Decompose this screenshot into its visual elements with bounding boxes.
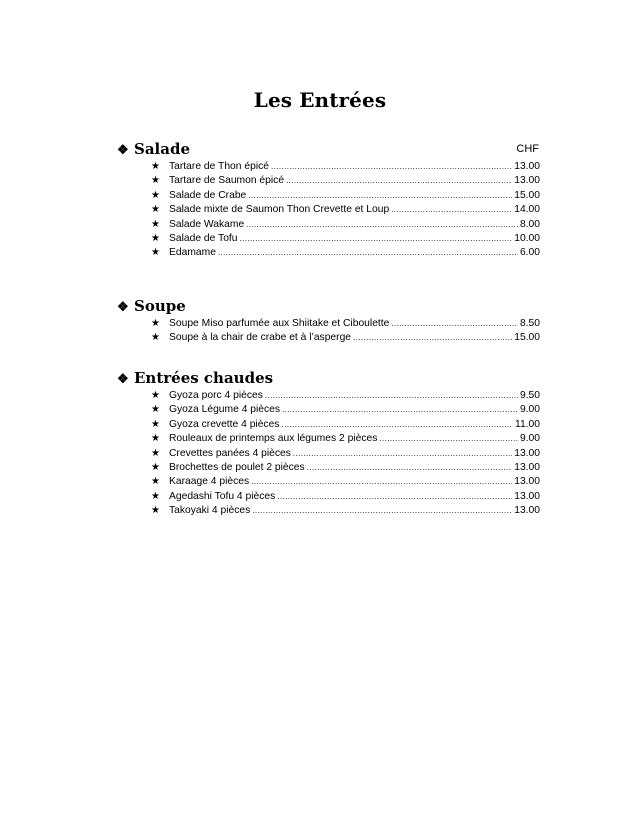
item-price: 13.00 — [514, 505, 540, 517]
dot-leader — [252, 504, 512, 518]
dot-leader — [282, 403, 518, 417]
menu-item — [117, 403, 540, 417]
item-price: 11.00 — [514, 418, 540, 430]
dot-leader — [218, 246, 518, 260]
item-price: 13.00 — [514, 490, 540, 502]
star-bullet-icon: ★ — [151, 461, 160, 473]
star-bullet-icon: ★ — [151, 175, 160, 187]
dot-leader — [240, 232, 513, 246]
star-bullet-icon: ★ — [151, 247, 160, 259]
star-bullet-icon: ★ — [151, 318, 160, 329]
diamond-bullet-icon: ❖ — [117, 300, 129, 315]
section-header — [117, 140, 540, 160]
item-name: Takoyaki 4 pièces — [169, 505, 251, 517]
star-bullet-icon: ★ — [151, 505, 160, 517]
item-name: Soupe à la chair de crabe et à l’asperge — [169, 332, 352, 344]
menu-item — [117, 461, 540, 475]
item-list — [117, 317, 540, 346]
dot-leader — [281, 418, 513, 432]
page-title: Les Entrées — [253, 88, 387, 112]
section-title-text: Soupe — [134, 297, 186, 315]
star-bullet-icon: ★ — [151, 433, 160, 445]
item-price: 15.00 — [514, 332, 540, 344]
section-title-text: Entrées chaudes — [134, 369, 274, 387]
star-bullet-icon: ★ — [151, 218, 160, 230]
item-name: Karaage 4 pièces — [169, 476, 250, 488]
section-salade — [117, 140, 540, 261]
item-name: Salade Wakame — [169, 218, 245, 230]
dot-leader — [286, 174, 512, 188]
dot-leader — [251, 475, 512, 489]
item-price: 9.00 — [519, 433, 540, 445]
item-name: Salade de Tofu — [169, 232, 238, 244]
section-title — [117, 140, 190, 158]
item-price: 13.00 — [514, 461, 540, 473]
dot-leader — [246, 218, 518, 232]
item-name: Crevettes panées 4 pièces — [169, 447, 291, 459]
diamond-bullet-icon: ❖ — [117, 143, 129, 158]
section-title — [117, 369, 273, 387]
item-price: 13.00 — [514, 476, 540, 488]
star-bullet-icon: ★ — [151, 204, 160, 216]
diamond-bullet-icon: ❖ — [117, 372, 129, 387]
dot-leader — [271, 160, 512, 174]
dot-leader — [277, 490, 512, 504]
item-name: Gyoza porc 4 pièces — [169, 390, 263, 401]
section-title — [117, 297, 186, 315]
item-name: Gyoza crevette 4 pièces — [169, 418, 280, 430]
item-name: Edamame — [169, 247, 216, 259]
menu-item — [117, 218, 540, 232]
item-list — [117, 160, 540, 261]
item-price: 8.00 — [519, 218, 540, 230]
item-price: 15.00 — [514, 189, 540, 201]
menu-item — [117, 160, 540, 174]
star-bullet-icon: ★ — [151, 490, 160, 502]
menu-item — [117, 232, 540, 246]
section-entrees-chaudes — [117, 369, 540, 519]
section-soupe — [117, 297, 540, 346]
currency-label: CHF — [516, 143, 539, 155]
star-bullet-icon: ★ — [151, 332, 160, 344]
item-price: 13.00 — [514, 447, 540, 459]
item-name: Salade mixte de Saumon Thon Crevette et Loup — [169, 204, 390, 216]
item-price: 9.50 — [519, 390, 540, 401]
section-header — [117, 297, 540, 317]
star-bullet-icon: ★ — [151, 161, 160, 172]
item-name: Brochettes de poulet 2 pièces — [169, 461, 305, 473]
star-bullet-icon: ★ — [151, 418, 160, 430]
dot-leader — [353, 331, 512, 345]
star-bullet-icon: ★ — [151, 447, 160, 459]
dot-leader — [391, 203, 512, 217]
menu-item — [117, 389, 540, 403]
dot-leader — [293, 447, 512, 461]
menu-item — [117, 331, 540, 345]
menu-item — [117, 189, 540, 203]
dot-leader — [391, 317, 518, 331]
item-name: Tartare de Thon épicé — [169, 161, 269, 172]
menu-item — [117, 317, 540, 331]
menu-item — [117, 432, 540, 446]
menu-item — [117, 246, 540, 260]
menu-item — [117, 475, 540, 489]
menu-item — [117, 203, 540, 217]
item-name: Tartare de Saumon épicé — [169, 175, 285, 187]
item-name: Gyoza Légume 4 pièces — [169, 404, 281, 416]
star-bullet-icon: ★ — [151, 189, 160, 201]
item-name: Rouleaux de printemps aux légumes 2 pièces — [169, 433, 378, 445]
item-price: 13.00 — [514, 161, 540, 172]
item-price: 6.00 — [519, 247, 540, 259]
item-price: 14.00 — [514, 204, 540, 216]
section-header — [117, 369, 540, 389]
dot-leader — [265, 389, 518, 403]
menu-item — [117, 174, 540, 188]
item-price: 8.50 — [519, 318, 540, 329]
item-name: Salade de Crabe — [169, 189, 247, 201]
item-price: 13.00 — [514, 175, 540, 187]
dot-leader — [379, 432, 518, 446]
star-bullet-icon: ★ — [151, 232, 160, 244]
item-price: 9.00 — [519, 404, 540, 416]
section-title-text: Salade — [134, 140, 191, 158]
menu-item — [117, 504, 540, 518]
star-bullet-icon: ★ — [151, 476, 160, 488]
item-name: Soupe Miso parfumée aux Shiitake et Ciboulette — [169, 318, 390, 329]
item-name: Agedashi Tofu 4 pièces — [169, 490, 276, 502]
menu-item — [117, 490, 540, 504]
dot-leader — [307, 461, 513, 475]
menu-item — [117, 418, 540, 432]
menu-item — [117, 447, 540, 461]
item-list — [117, 389, 540, 519]
dot-leader — [248, 189, 512, 203]
item-price: 10.00 — [514, 232, 540, 244]
star-bullet-icon: ★ — [151, 390, 160, 401]
star-bullet-icon: ★ — [151, 404, 160, 416]
